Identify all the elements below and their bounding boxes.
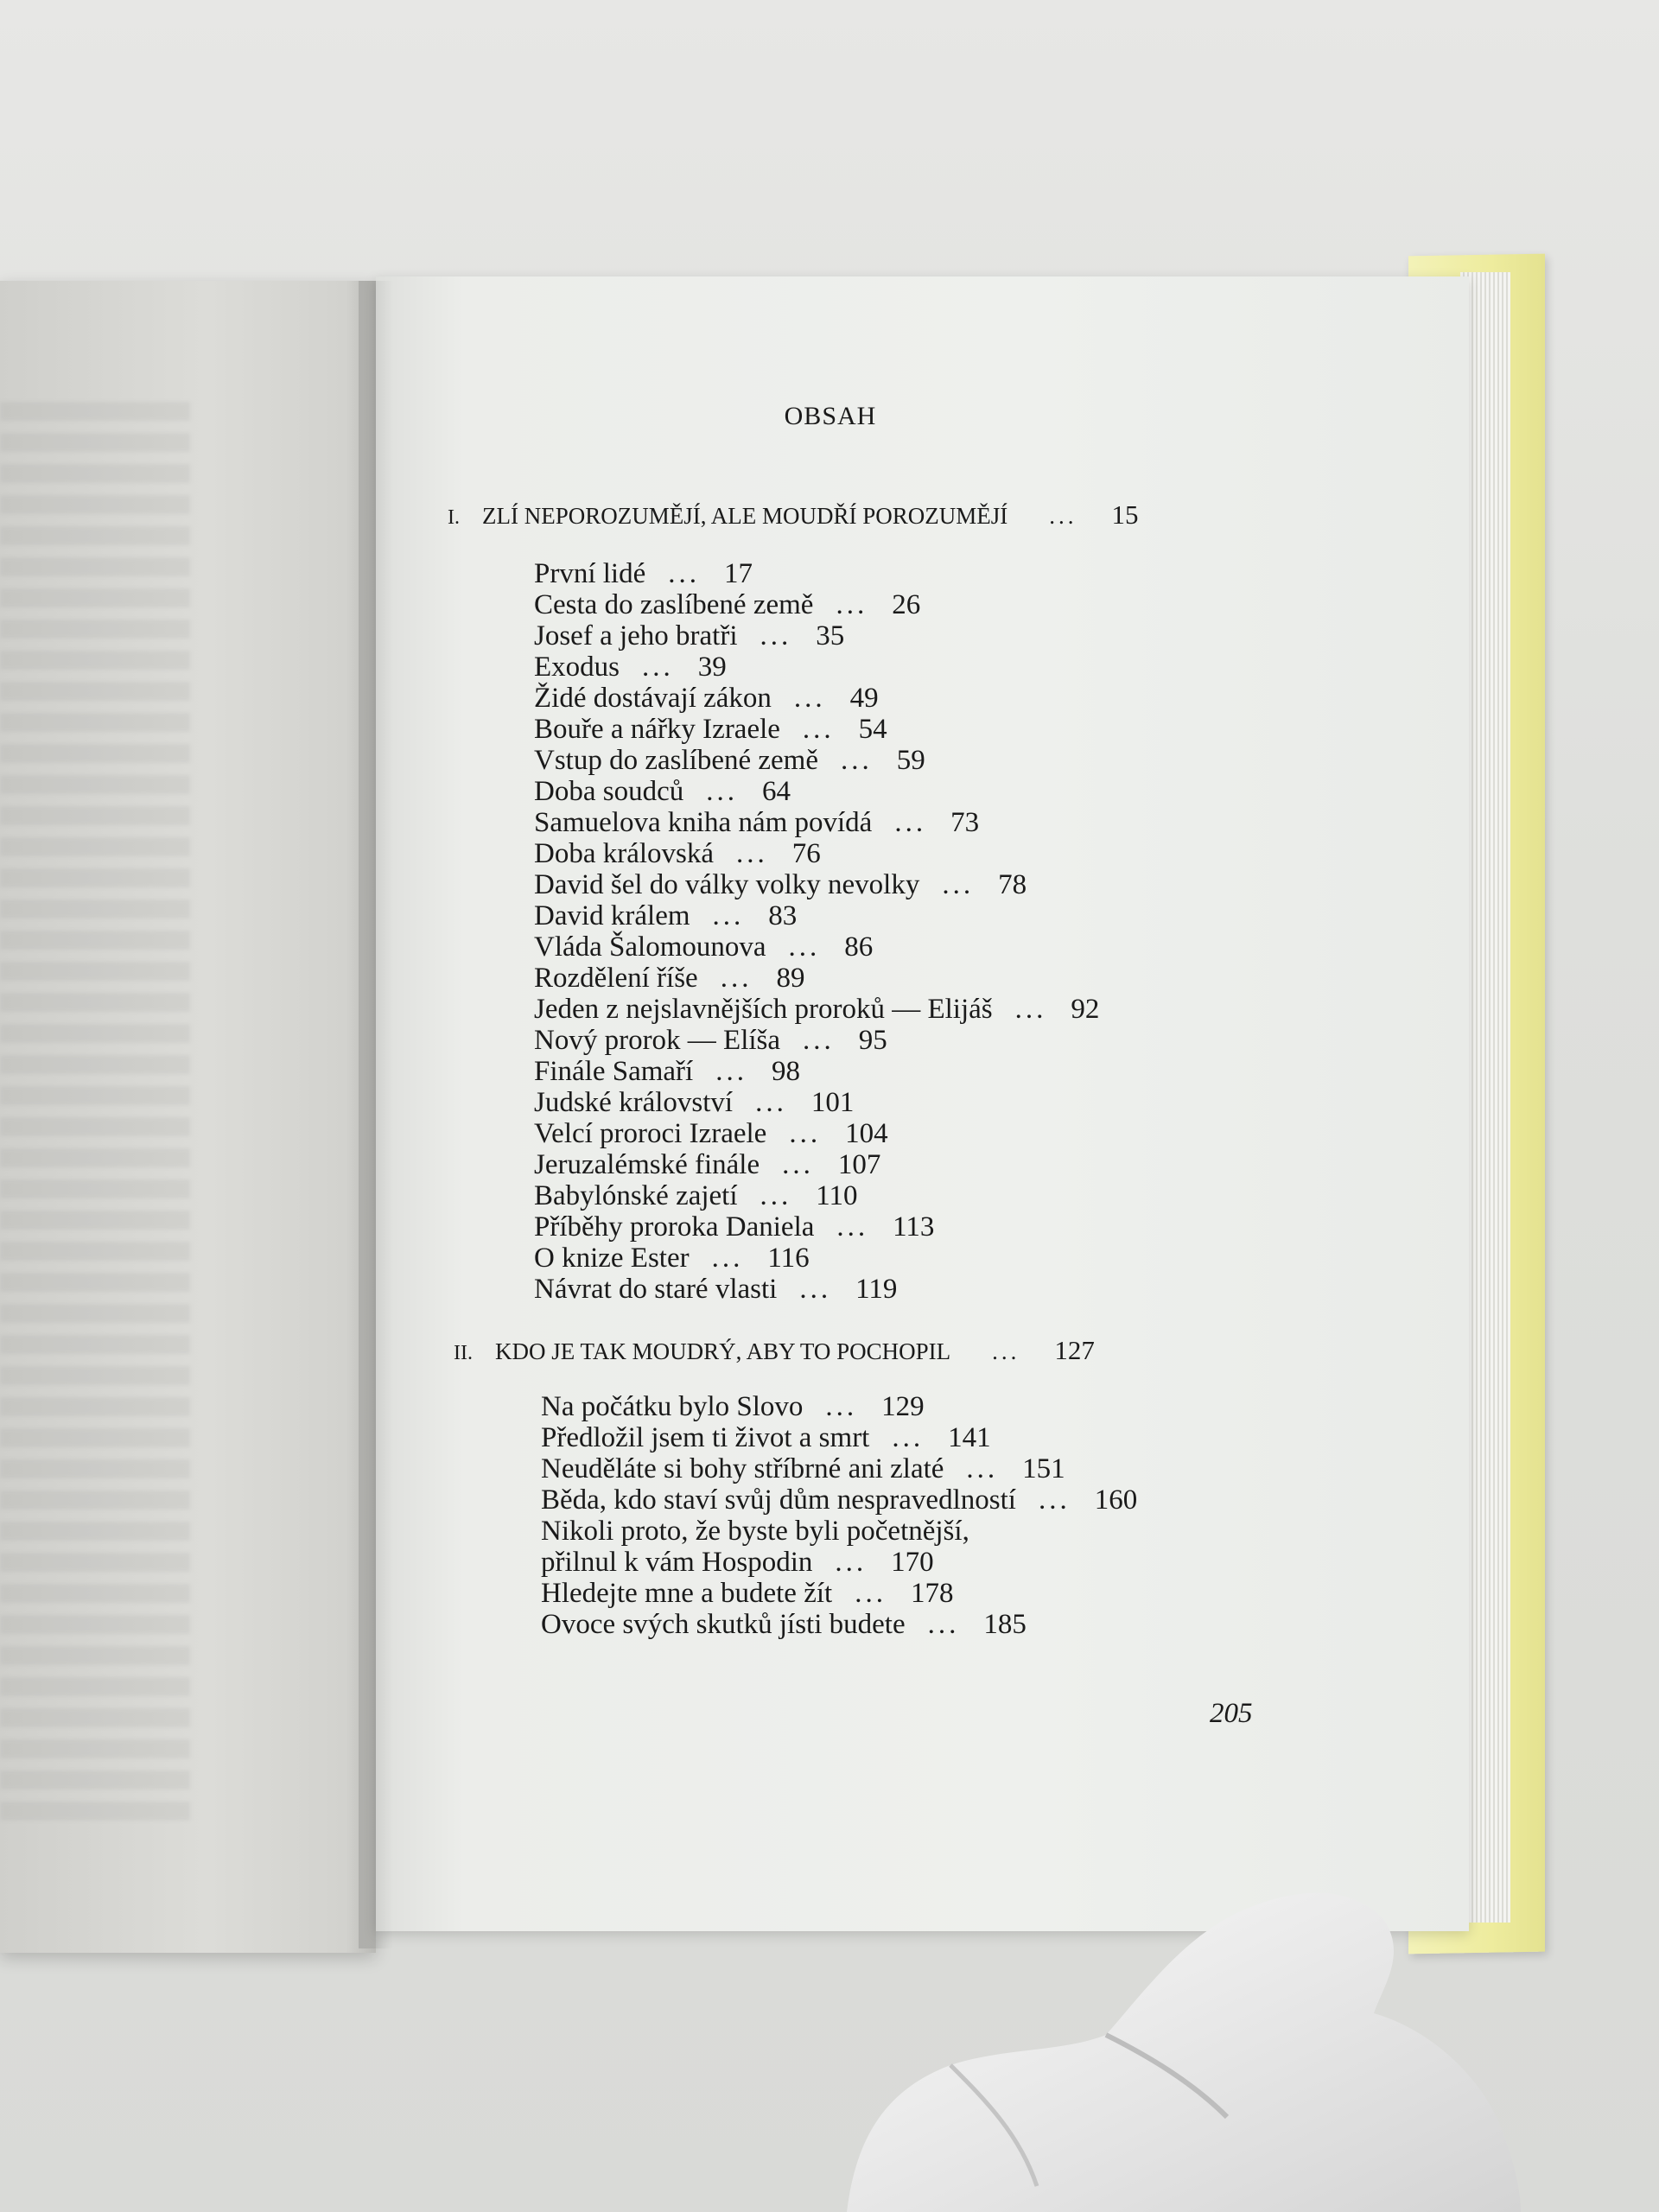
entry-title: Na počátku bylo Slovo — [541, 1391, 804, 1422]
entry-page: 178 — [910, 1578, 954, 1609]
entry-page: 141 — [948, 1422, 991, 1453]
entry-page: 78 — [998, 869, 1027, 900]
toc-entry — [541, 1547, 1137, 1578]
toc-entry — [534, 1087, 1099, 1118]
leader-dots: ... — [942, 869, 975, 900]
toc-entry — [534, 652, 1099, 683]
leader-dots: ... — [892, 1422, 925, 1453]
entry-page: 113 — [893, 1211, 935, 1243]
entry-page: 110 — [816, 1180, 858, 1211]
toc-title-row — [0, 402, 1659, 431]
entry-title: První lidé — [534, 558, 646, 589]
entry-page: 104 — [845, 1118, 888, 1149]
page-number: 205 — [1210, 1698, 1253, 1729]
toc-entry — [541, 1391, 1137, 1422]
toc-entry — [541, 1484, 1137, 1516]
leader-dots: ... — [966, 1453, 999, 1484]
toc-entry — [534, 1180, 1099, 1211]
leader-dots: ... — [668, 558, 700, 589]
entry-page: 64 — [761, 776, 791, 807]
leader-dots: ... — [1014, 994, 1047, 1025]
toc-entry — [534, 589, 1099, 620]
section-title: KDO JE TAK MOUDRÝ, ABY TO POCHOPIL — [494, 1338, 951, 1364]
leader-dots: ... — [789, 1118, 822, 1149]
leader-dots: ... — [706, 776, 738, 807]
toc-entry — [534, 683, 1099, 714]
entry-page: 86 — [844, 931, 874, 963]
leader-dots: ... — [712, 900, 745, 931]
entry-page: 151 — [1022, 1453, 1065, 1484]
leader-dots: ... — [720, 963, 753, 994]
leader-dots: ... — [715, 1056, 747, 1087]
entry-title: Neuděláte si bohy stříbrné ani zlaté — [541, 1453, 944, 1484]
book-gutter — [359, 281, 393, 1948]
entry-page: 73 — [950, 807, 980, 838]
entry-page: 39 — [697, 652, 727, 683]
leader-dots: ... — [760, 620, 792, 652]
entry-page: 170 — [891, 1547, 934, 1578]
entry-title: Nikoli proto, že byste byli početnější, — [541, 1516, 969, 1547]
leader-dots: ... — [836, 589, 868, 620]
entry-page: 17 — [724, 558, 753, 589]
leader-dots: ... — [992, 1338, 1020, 1364]
leader-dots: ... — [802, 714, 835, 745]
toc-entry — [534, 1118, 1099, 1149]
entry-title: Běda, kdo staví svůj dům nespravedlností — [541, 1484, 1016, 1516]
entry-title: Bouře a nářky Izraele — [534, 714, 780, 745]
entry-page: 185 — [983, 1609, 1027, 1640]
gloved-hand — [778, 1858, 1555, 2212]
leader-dots: ... — [855, 1578, 887, 1609]
toc-entry — [534, 931, 1099, 963]
leader-dots: ... — [1049, 503, 1077, 529]
leader-dots: ... — [840, 745, 873, 776]
entry-title: Předložil jsem ti život a smrt — [541, 1422, 870, 1453]
entry-title: Exodus — [534, 652, 620, 683]
toc-entry — [534, 714, 1099, 745]
section-page: 127 — [1054, 1335, 1095, 1365]
toc-entry — [534, 745, 1099, 776]
entry-title: Návrat do staré vlasti — [534, 1274, 778, 1305]
entry-page: 35 — [816, 620, 845, 652]
section-page: 15 — [1111, 499, 1139, 530]
section-heading — [448, 499, 1139, 531]
leader-dots: ... — [788, 931, 821, 963]
section-numeral: II. — [454, 1342, 473, 1364]
toc-entry — [534, 1056, 1099, 1087]
toc-entry — [541, 1422, 1137, 1453]
entry-title: Jeden z nejslavnějších proroků — Elijáš — [534, 994, 993, 1025]
toc-entry — [534, 620, 1099, 652]
entry-title: David šel do války volky nevolky — [534, 869, 920, 900]
toc-entry — [534, 776, 1099, 807]
entry-page: 54 — [858, 714, 887, 745]
toc-entry — [534, 558, 1099, 589]
entry-page: 116 — [767, 1243, 810, 1274]
entry-title: Doba soudců — [534, 776, 684, 807]
entry-page: 98 — [771, 1056, 800, 1087]
entry-page: 26 — [892, 589, 921, 620]
show-through-text — [0, 402, 190, 1827]
leader-dots: ... — [836, 1211, 869, 1243]
toc-entry — [541, 1453, 1137, 1484]
entry-title: Jeruzalémské finále — [534, 1149, 760, 1180]
leader-dots: ... — [835, 1547, 868, 1578]
toc-title: OBSAH — [784, 402, 877, 430]
section-entries — [534, 558, 1099, 1305]
toc-entry — [534, 1025, 1099, 1056]
toc-entry — [534, 994, 1099, 1025]
entry-page: 129 — [881, 1391, 925, 1422]
entry-title: Samuelova kniha nám povídá — [534, 807, 873, 838]
toc-entry — [534, 1211, 1099, 1243]
leader-dots: ... — [736, 838, 768, 869]
section-numeral: I. — [448, 506, 460, 529]
entry-title: Nový prorok — Elíša — [534, 1025, 781, 1056]
entry-title: Cesta do zaslíbené země — [534, 589, 814, 620]
entry-page: 92 — [1071, 994, 1100, 1025]
leader-dots: ... — [803, 1025, 835, 1056]
entry-title: O knize Ester — [534, 1243, 690, 1274]
entry-title: Finále Samaří — [534, 1056, 694, 1087]
toc-entry — [534, 869, 1099, 900]
leader-dots: ... — [793, 683, 826, 714]
leader-dots: ... — [782, 1149, 814, 1180]
entry-page: 76 — [791, 838, 821, 869]
entry-page: 107 — [837, 1149, 881, 1180]
entry-title: Hledejte mne a budete žít — [541, 1578, 833, 1609]
entry-title: Babylónské zajetí — [534, 1180, 738, 1211]
entry-page: 59 — [896, 745, 925, 776]
entry-page: 101 — [810, 1087, 855, 1118]
entry-title: Vstup do zaslíbené země — [534, 745, 818, 776]
toc-entry — [534, 963, 1099, 994]
toc-entry — [541, 1609, 1137, 1640]
leader-dots: ... — [1038, 1484, 1071, 1516]
toc-entry — [534, 900, 1099, 931]
toc-entry — [534, 1274, 1099, 1305]
entry-title: přilnul k vám Hospodin — [541, 1547, 813, 1578]
toc-entry — [541, 1578, 1137, 1609]
entry-title: Rozdělení říše — [534, 963, 698, 994]
entry-page: 83 — [768, 900, 798, 931]
entry-page: 160 — [1094, 1484, 1138, 1516]
entry-title: David králem — [534, 900, 690, 931]
entry-title: Judské království — [534, 1087, 734, 1118]
toc-entry — [534, 1243, 1099, 1274]
leader-dots: ... — [894, 807, 927, 838]
section-heading — [454, 1335, 1095, 1366]
leader-dots: ... — [711, 1243, 744, 1274]
toc-entry — [534, 807, 1099, 838]
entry-title: Příběhy proroka Daniela — [534, 1211, 815, 1243]
entry-page: 89 — [776, 963, 805, 994]
entry-page: 95 — [858, 1025, 887, 1056]
section-title: ZLÍ NEPOROZUMĚJÍ, ALE MOUDŘÍ POROZUMĚJÍ — [482, 503, 1008, 529]
leader-dots: ... — [799, 1274, 832, 1305]
entry-title: Josef a jeho bratři — [534, 620, 738, 652]
entry-title: Vláda Šalomounova — [534, 931, 766, 963]
leader-dots: ... — [760, 1180, 792, 1211]
entry-page: 49 — [849, 683, 879, 714]
toc-entry — [541, 1516, 1137, 1547]
entry-title: Velcí proroci Izraele — [534, 1118, 767, 1149]
leader-dots: ... — [825, 1391, 858, 1422]
entry-page: 119 — [855, 1274, 898, 1305]
entry-title: Ovoce svých skutků jísti budete — [541, 1609, 906, 1640]
toc-entry — [534, 1149, 1099, 1180]
left-page — [0, 281, 376, 1953]
leader-dots: ... — [755, 1087, 787, 1118]
toc-entry — [534, 838, 1099, 869]
leader-dots: ... — [642, 652, 674, 683]
leader-dots: ... — [927, 1609, 960, 1640]
section-entries — [541, 1391, 1137, 1640]
entry-title: Doba královská — [534, 838, 715, 869]
entry-title: Židé dostávají zákon — [534, 683, 772, 714]
